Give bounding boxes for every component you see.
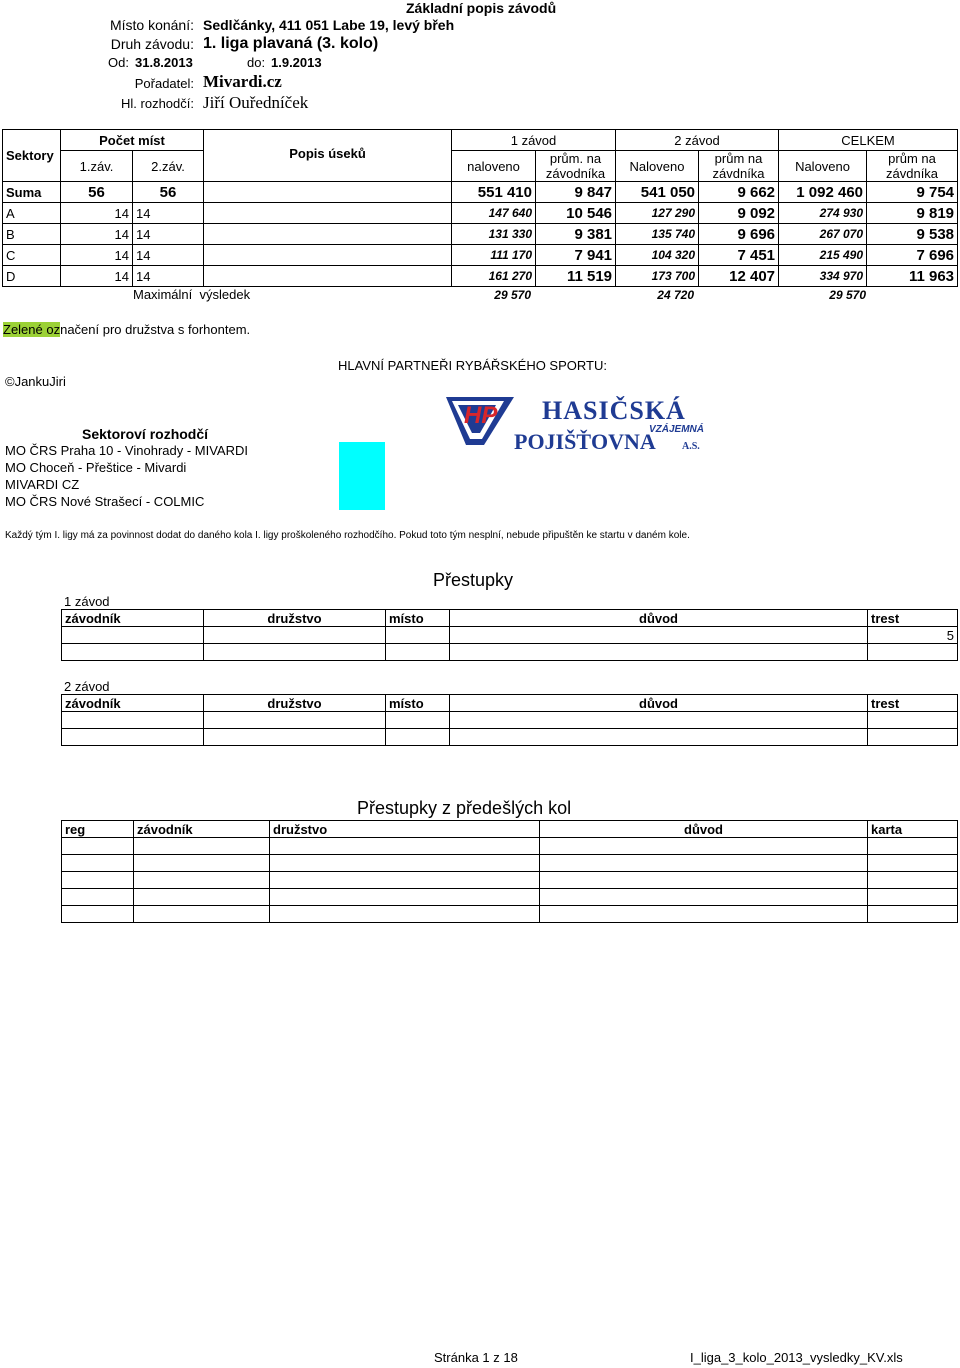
col-pocet-mist: Počet míst <box>61 130 204 151</box>
table-row <box>62 855 958 872</box>
results-table <box>2 129 958 287</box>
table-row <box>62 889 958 906</box>
table-row <box>62 838 958 855</box>
copyright: ©JankuJiri <box>5 374 66 389</box>
page-number: Stránka 1 z 18 <box>434 1350 518 1365</box>
prestupky-z2-label: 2 závod <box>64 679 110 694</box>
col-zav-1: 1.záv. <box>61 151 133 182</box>
poradatel-value: Mivardi.cz <box>203 72 282 91</box>
table-row-d: D 14 14 161 270 11 519 173 700 12 407 334 970 11 963 <box>3 266 958 287</box>
col-celkem: CELKEM <box>779 130 958 151</box>
logo-line1: HASIČSKÁ <box>542 396 686 425</box>
table-row <box>62 872 958 889</box>
col-zavod-1: 1 závod <box>452 130 616 151</box>
logo-mark: HP <box>464 402 498 429</box>
col-sektory: Sektory <box>3 130 61 182</box>
logo-suffix: A.S. <box>682 441 700 452</box>
table-row: 5 <box>62 627 958 644</box>
max-value-1: 29 570 <box>494 288 531 302</box>
table-row <box>62 712 958 729</box>
do-label: do: <box>247 55 266 70</box>
table-header-row: závodník družstvo místo důvod trest <box>62 695 958 712</box>
max-value-2: 24 720 <box>657 288 694 302</box>
max-value-3: 29 570 <box>829 288 866 302</box>
druh-label: Druh závodu: <box>110 36 194 52</box>
table-header-row: reg závodník družstvo důvod karta <box>62 821 958 838</box>
referee-item: MIVARDI CZ <box>5 477 80 492</box>
file-name: I_liga_3_kolo_2013_vysledky_KV.xls <box>690 1350 903 1365</box>
od-value: 31.8.2013 <box>135 55 193 70</box>
od-label: Od: <box>108 55 129 70</box>
table-row-suma: Suma 56 56 551 410 9 847 541 050 9 662 1 092 460 9 754 <box>3 182 958 203</box>
table-row-a: A 14 14 147 640 10 546 127 290 9 092 274 930 9 819 <box>3 203 958 224</box>
prestupky-table-1 <box>61 609 958 661</box>
partners-label: HLAVNÍ PARTNEŘI RYBÁŘSKÉHO SPORTU: <box>338 358 607 373</box>
referee-item: MO Choceň - Přeštice - Mivardi <box>5 460 187 475</box>
logo-line3: POJIŠŤOVNA <box>514 429 656 453</box>
do-value: 1.9.2013 <box>271 55 322 70</box>
misto-value: Sedlčánky, 411 051 Labe 19, levý břeh <box>203 17 455 33</box>
col-prumer-1: prům. na závodníka <box>536 151 616 182</box>
prestupky-title: Přestupky <box>433 570 514 590</box>
druh-value: 1. liga plavaná (3. kolo) <box>203 35 379 52</box>
hasicska-logo <box>444 393 706 453</box>
table-row-b: B 14 14 131 330 9 381 135 740 9 696 267 070 9 538 <box>3 224 958 245</box>
col-naloveno-3: Naloveno <box>779 151 867 182</box>
table-row <box>62 644 958 661</box>
cyan-marker <box>339 442 385 510</box>
max-label: Maximální výsledek <box>133 287 251 302</box>
table-row <box>62 729 958 746</box>
prestupky-table-2 <box>61 694 958 746</box>
green-note: Zelené označení pro družstva s forhontem. <box>3 322 251 337</box>
referee-item: MO ČRS Praha 10 - Vinohrady - MIVARDI <box>5 443 248 458</box>
prestupky-z1-label: 1 závod <box>64 594 110 609</box>
prestupky-prev-table <box>61 820 958 923</box>
rozhodci-value: Jiří Ouředníček <box>203 93 309 112</box>
notice-text: Každý tým I. ligy má za povinnost dodat do daného kola I. ligy proškoleného rozhodčího. Pokud toto tým nesplní, nebude připuštěn ke startu v daném kole. <box>5 530 690 541</box>
misto-label: Místo konání: <box>109 17 194 33</box>
logo-line2: VZÁJEMNÁ <box>649 424 705 435</box>
poradatel-label: Pořadatel: <box>134 76 194 91</box>
rozhodci-label: Hl. rozhodčí: <box>121 96 194 111</box>
col-prumer-2: prům na závdníka <box>699 151 779 182</box>
page-title: Základní popis závodů <box>406 0 557 16</box>
table-header-row: závodník družstvo místo důvod trest <box>62 610 958 627</box>
referees-title: Sektoroví rozhodčí <box>82 426 209 442</box>
col-naloveno-1: naloveno <box>452 151 536 182</box>
prestupky-prev-title: Přestupky z předešlých kol <box>357 798 572 818</box>
table-row-c: C 14 14 111 170 7 941 104 320 7 451 215 490 7 696 <box>3 245 958 266</box>
col-zav-2: 2.záv. <box>133 151 204 182</box>
col-prumer-3: prům na závdníka <box>867 151 958 182</box>
col-popis-useku: Popis úseků <box>204 130 452 182</box>
col-zavod-2: 2 závod <box>616 130 779 151</box>
col-naloveno-2: Naloveno <box>616 151 699 182</box>
table-row <box>62 906 958 923</box>
referee-item: MO ČRS Nové Strašecí - COLMIC <box>5 494 205 509</box>
